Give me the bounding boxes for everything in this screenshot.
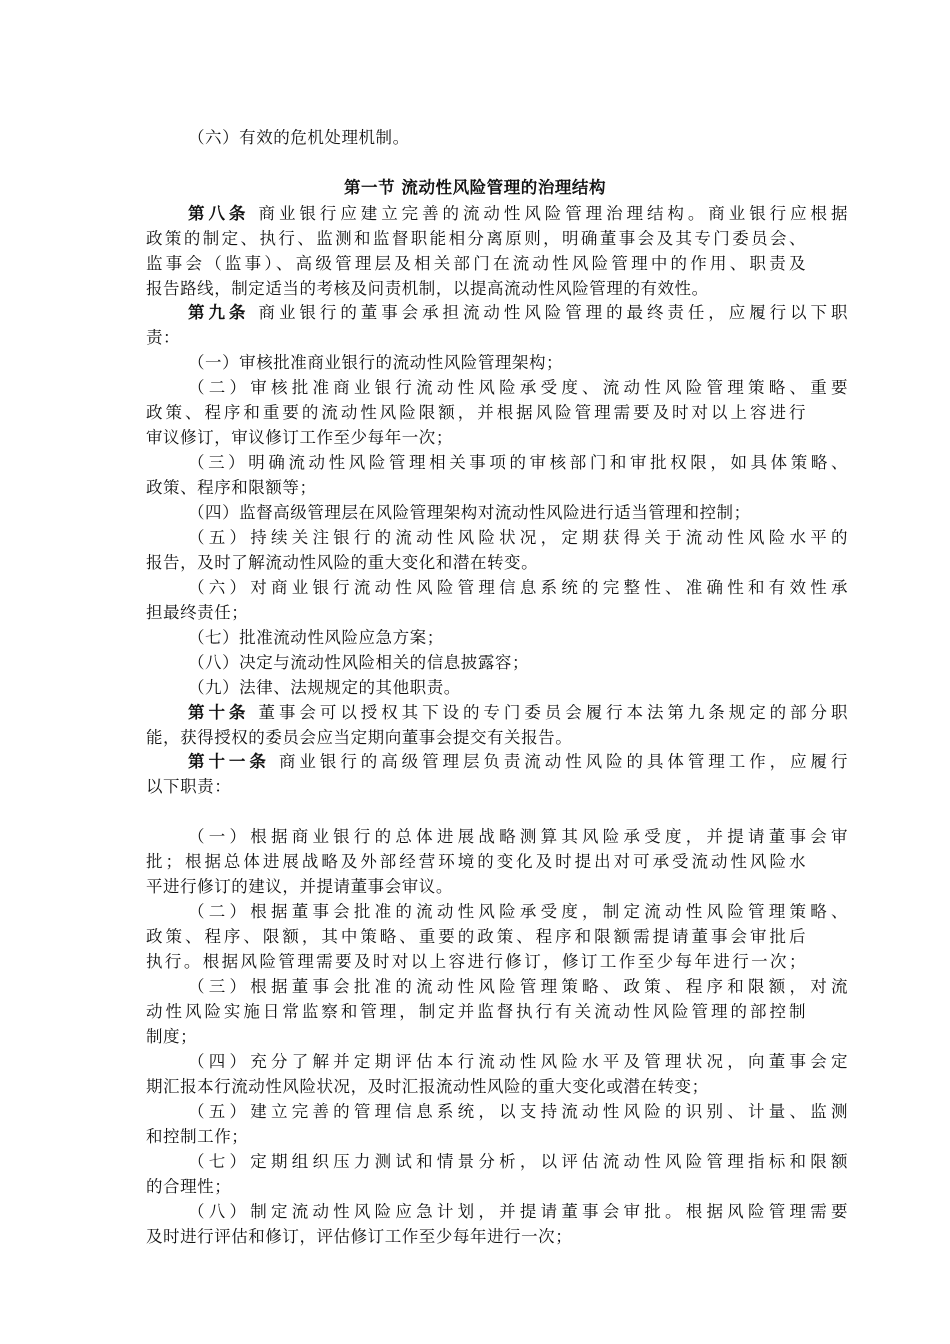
list-item: （七）批准流动性风险应急方案； [188, 628, 444, 647]
list-item: （三）明确流动性风险管理相关事项的审核部门和审批权限，如具体策略、 [188, 453, 848, 472]
list-item: （三）根据董事会批准的流动性风险管理策略、政策、程序和限额，对流 [188, 977, 848, 996]
paragraph-line: 动性风险实施日常监察和管理，制定并监督执行有关流动性风险管理的部控制 [146, 1002, 806, 1021]
list-item: （二）审核批准商业银行流动性风险承受度、流动性风险管理策略、重要 [188, 378, 848, 397]
section-title: 第一节 流动性风险管理的治理结构 [343, 178, 607, 197]
paragraph-line: 和控制工作； [146, 1127, 249, 1146]
paragraph-line: 批；根据总体进展战略及外部经营环境的变化及时提出对可承受流动性风险水 [146, 852, 806, 871]
article-9-label: 第九条 [188, 303, 250, 322]
article-10-label: 第十条 [188, 703, 250, 722]
paragraph-line: 责： [146, 328, 181, 347]
paragraph-line: （六）有效的危机处理机制。 [188, 128, 410, 147]
article-8-label: 第八条 [188, 204, 250, 223]
paragraph-line: 审议修订，审议修订工作至少每年一次； [146, 428, 453, 447]
paragraph-line: 及时进行评估和修订，评估修订工作至少每年进行一次； [146, 1227, 573, 1246]
paragraph-line: 担最终责任； [146, 603, 249, 622]
list-item: （六）对商业银行流动性风险管理信息系统的完整性、准确性和有效性承 [188, 578, 848, 597]
paragraph-line: 能，获得授权的委员会应当定期向董事会提交有关报告。 [146, 728, 573, 747]
paragraph-line: 监事会（监事）、高级管理层及相关部门在流动性风险管理中的作用、职责及 [146, 254, 806, 273]
list-item: （一）根据商业银行的总体进展战略测算其风险承受度，并提请董事会审 [188, 827, 848, 846]
list-item: （二）根据董事会批准的流动性风险承受度，制定流动性风险管理策略、 [188, 902, 848, 921]
paragraph-line: 报告，及时了解流动性风险的重大变化和潜在转变。 [146, 553, 539, 572]
paragraph-line: 执行。根据风险管理需要及时对以上容进行修订，修订工作至少每年进行一次； [146, 952, 806, 971]
article-8-text: 商业银行应建立完善的流动性风险管理治理结构。商业银行应根据 [258, 204, 848, 223]
list-item: （八）决定与流动性风险相关的信息披露容； [188, 653, 529, 672]
paragraph-line: 平进行修订的建议，并提请董事会审议。 [146, 877, 453, 896]
article-9-line [188, 300, 848, 325]
paragraph-line: 报告路线，制定适当的考核及问责机制，以提高流动性风险管理的有效性。 [146, 279, 709, 298]
list-item: （一）审核批准商业银行的流动性风险管理架构； [188, 353, 564, 372]
article-8-line [188, 201, 848, 226]
list-item: （七）定期组织压力测试和情景分析，以评估流动性风险管理指标和限额 [188, 1152, 848, 1171]
article-10-line [188, 700, 848, 725]
paragraph-line: 政策、程序、限额，其中策略、重要的政策、程序和限额需提请董事会审批后 [146, 927, 806, 946]
paragraph-line: 政策、程序和重要的流动性风险限额，并根据风险管理需要及时对以上容进行 [146, 403, 806, 422]
article-11-text: 商业银行的高级管理层负责流动性风险的具体管理工作，应履行 [278, 752, 848, 771]
article-9-text: 商业银行的董事会承担流动性风险管理的最终责任，应履行以下职 [258, 303, 848, 322]
paragraph-line: 政策的制定、执行、监测和监督职能相分离原则，明确董事会及其专门委员会、 [146, 229, 806, 248]
article-10-text: 董事会可以授权其下设的专门委员会履行本法第九条规定的部分职 [258, 703, 848, 722]
list-item: （四）充分了解并定期评估本行流动性风险水平及管理状况，向董事会定 [188, 1052, 848, 1071]
paragraph-line: 的合理性； [146, 1177, 232, 1196]
list-item: （九）法律、法规规定的其他职责。 [188, 678, 461, 697]
list-item: （五）持续关注银行的流动性风险状况，定期获得关于流动性风险水平的 [188, 528, 848, 547]
paragraph-line: 期汇报本行流动性风险状况，及时汇报流动性风险的重大变化或潜在转变； [146, 1077, 709, 1096]
paragraph-line: 政策、程序和限额等； [146, 478, 317, 497]
list-item: （四）监督高级管理层在风险管理架构对流动性风险进行适当管理和控制； [188, 503, 751, 522]
list-item: （八）制定流动性风险应急计划，并提请董事会审批。根据风险管理需要 [188, 1202, 848, 1221]
article-11-label: 第十一条 [188, 752, 270, 771]
paragraph-line: 以下职责： [146, 777, 232, 796]
list-item: （五）建立完善的管理信息系统，以支持流动性风险的识别、计量、监测 [188, 1102, 848, 1121]
article-11-line [188, 749, 848, 774]
paragraph-line: 制度； [146, 1027, 198, 1046]
